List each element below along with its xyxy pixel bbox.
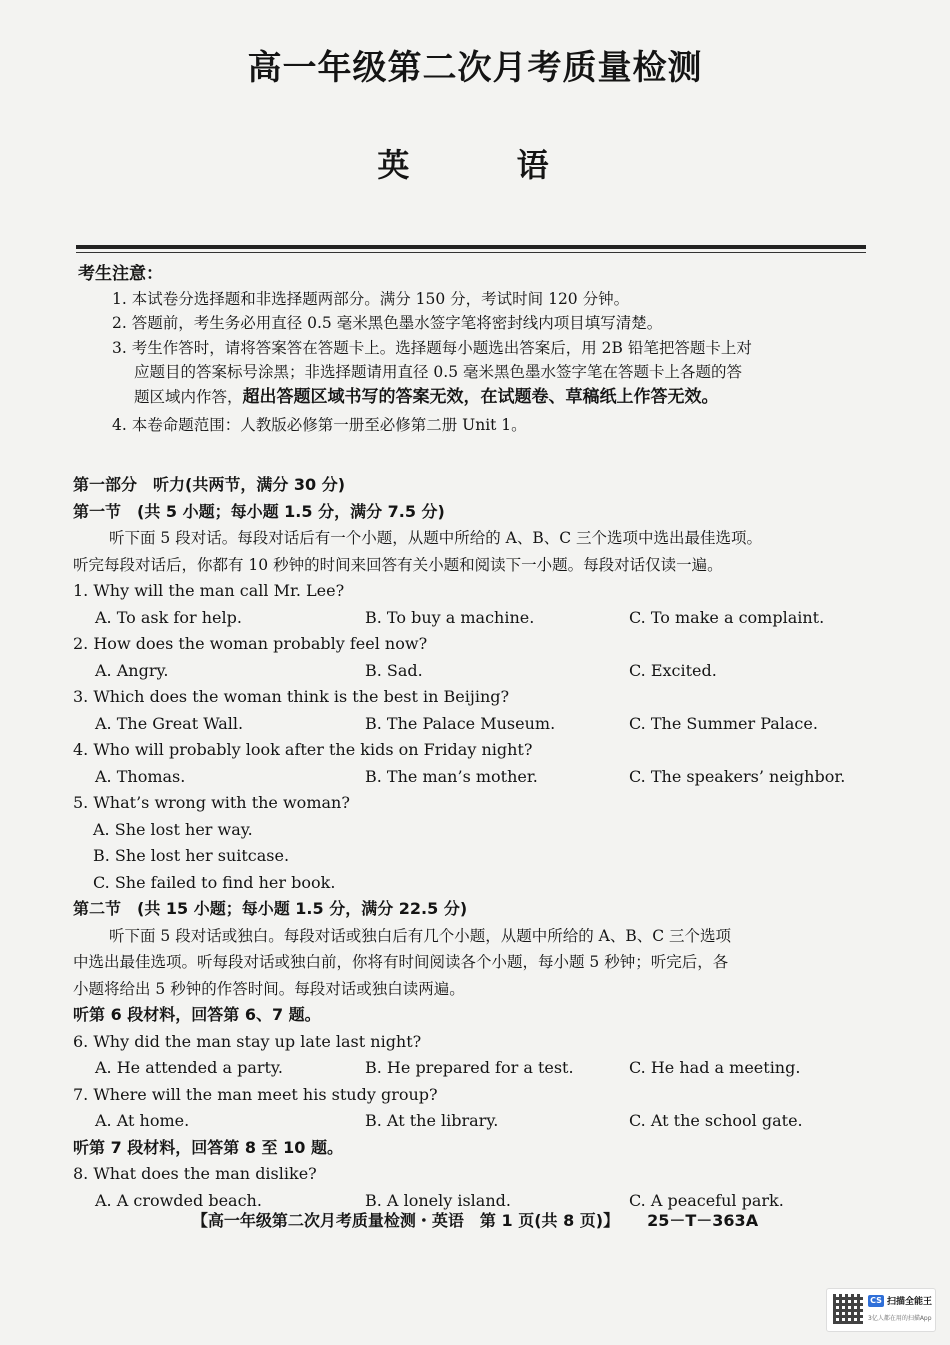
option-b: B. The man’s mother. [365, 766, 538, 786]
section2-instruction-cont2: 小题将给出 5 秒钟的作答时间。每段对话或独白读两遍。 [73, 979, 465, 998]
notice-item-3-cont2 [78, 385, 868, 410]
option-c: C. He had a meeting. [629, 1058, 801, 1077]
question-stem: 5. What’s wrong with the woman? [73, 793, 350, 812]
option-a: A. To ask for help. [95, 607, 242, 627]
option-c: C. At the school gate. [629, 1111, 803, 1130]
notice-item-3-emphasis: 超出答题区域书写的答案无效，在试题卷、草稿纸上作答无效。 [242, 386, 719, 407]
notice-item-3-plain: 题区域内作答， [134, 387, 243, 406]
option-a: A. Angry. [95, 660, 169, 680]
option-a: A. He attended a party. [95, 1058, 283, 1077]
question-stem: 2. How does the woman probably feel now? [73, 634, 428, 653]
question-stem: 3. Which does the woman think is the best in Beijing? [73, 687, 510, 706]
question-stem: 1. Why will the man call Mr. Lee? [73, 581, 345, 600]
option-c: C. She failed to find her book. [93, 872, 336, 892]
candidate-notice [78, 262, 868, 438]
notice-heading: 考生注意： [78, 264, 163, 284]
option-b: B. She lost her suitcase. [93, 846, 290, 865]
option-b: B. Sad. [365, 660, 423, 680]
material-7-heading: 听第 7 段材料，回答第 8 至 10 题。 [73, 1137, 343, 1157]
header-divider-thin [76, 252, 866, 253]
exam-title: 高一年级第二次月考质量检测 [247, 48, 703, 88]
question-options [73, 605, 873, 632]
listening-part [73, 472, 873, 1214]
page-footer [0, 1208, 950, 1231]
header-divider [76, 245, 866, 249]
option-b: B. The Palace Museum. [365, 713, 556, 733]
question-options [73, 711, 873, 738]
paper-code: 25－T－363A [647, 1211, 759, 1230]
notice-item-3: 3. 考生作答时，请将答案答在答题卡上。选择题每小题选出答案后，用 2B 铅笔把答题卡上对 [112, 338, 752, 357]
footer-label: 【高一年级第二次月考质量检测・英语 第 1 页(共 8 页)】 [191, 1211, 620, 1230]
section1-instruction: 听下面 5 段对话。每段对话后有一个小题，从题中所给的 A、B、C 三个选项中选出最佳选项。 [109, 529, 763, 547]
option-c: C. Excited. [629, 660, 717, 680]
section2-instruction-cont: 中选出最佳选项。听每段对话或独白前，你将有时间阅读各个小题，每小题 5 秒钟；听完后，各 [73, 953, 729, 971]
question-stem: 4. Who will probably look after the kids on Friday night? [73, 740, 533, 759]
scanner-tagline: 3亿人都在用的扫描App [868, 1315, 932, 1322]
question-stem: 8. What does the man dislike? [73, 1164, 317, 1183]
notice-item-2: 2. 答题前，考生务必用直径 0.5 毫米黑色墨水签字笔将密封线内项目填写清楚。 [112, 314, 663, 332]
option-b: B. He prepared for a test. [365, 1058, 574, 1077]
section1-heading: 第一节 (共 5 小题；每小题 1.5 分，满分 7.5 分) [73, 501, 445, 521]
option-b: B. To buy a machine. [365, 607, 535, 627]
notice-item-4: 4. 本卷命题范围：人教版必修第一册至必修第二册 Unit 1。 [112, 416, 527, 434]
section2-heading: 第二节 (共 15 小题；每小题 1.5 分，满分 22.5 分) [73, 899, 468, 918]
option-c: C. The Summer Palace. [629, 713, 818, 733]
scanner-logo-icon: CS [868, 1295, 884, 1307]
section2-instruction: 听下面 5 段对话或独白。每段对话或独白后有几个小题，从题中所给的 A、B、C 三个选项 [109, 926, 732, 945]
question-options [73, 658, 873, 685]
option-a: A. A crowded beach. [95, 1190, 262, 1210]
section1-instruction-cont: 听完每段对话后，你都有 10 秒钟的时间来回答有关小题和阅读下一小题。每段对话仅读一遍。 [73, 555, 723, 574]
option-a: A. Thomas. [95, 766, 186, 786]
scanner-app-name: 扫描全能王 [887, 1297, 933, 1307]
option-b: B. At the library. [365, 1111, 499, 1130]
option-a: A. At home. [95, 1111, 190, 1130]
question-stem: 7. Where will the man meet his study group? [73, 1084, 438, 1104]
question-options [73, 1055, 873, 1082]
scanner-badge [826, 1288, 936, 1332]
option-b: B. A lonely island. [365, 1190, 511, 1210]
option-c: C. A peaceful park. [629, 1190, 784, 1210]
notice-item-1: 1. 本试卷分选择题和非选择题两部分。满分 150 分，考试时间 120 分钟。 [112, 289, 630, 308]
question-options [73, 764, 873, 791]
option-c: C. The speakers’ neighbor. [629, 766, 846, 786]
option-c: C. To make a complaint. [629, 607, 825, 627]
part1-heading: 第一部分 听力(共两节，满分 30 分) [73, 475, 346, 494]
question-options [73, 1108, 873, 1135]
question-stem: 6. Why did the man stay up late last night? [73, 1031, 422, 1051]
option-a: A. The Great Wall. [95, 713, 244, 733]
option-a: A. She lost her way. [93, 819, 253, 839]
material-6-heading: 听第 6 段材料，回答第 6、7 题。 [73, 1005, 321, 1024]
qr-code-icon [833, 1294, 863, 1324]
subject-title: 英 语 [377, 146, 597, 184]
notice-item-3-cont: 应题目的答案标号涂黑；非选择题请用直径 0.5 毫米黑色墨水签字笔在答题卡上各题的答 [134, 363, 743, 381]
